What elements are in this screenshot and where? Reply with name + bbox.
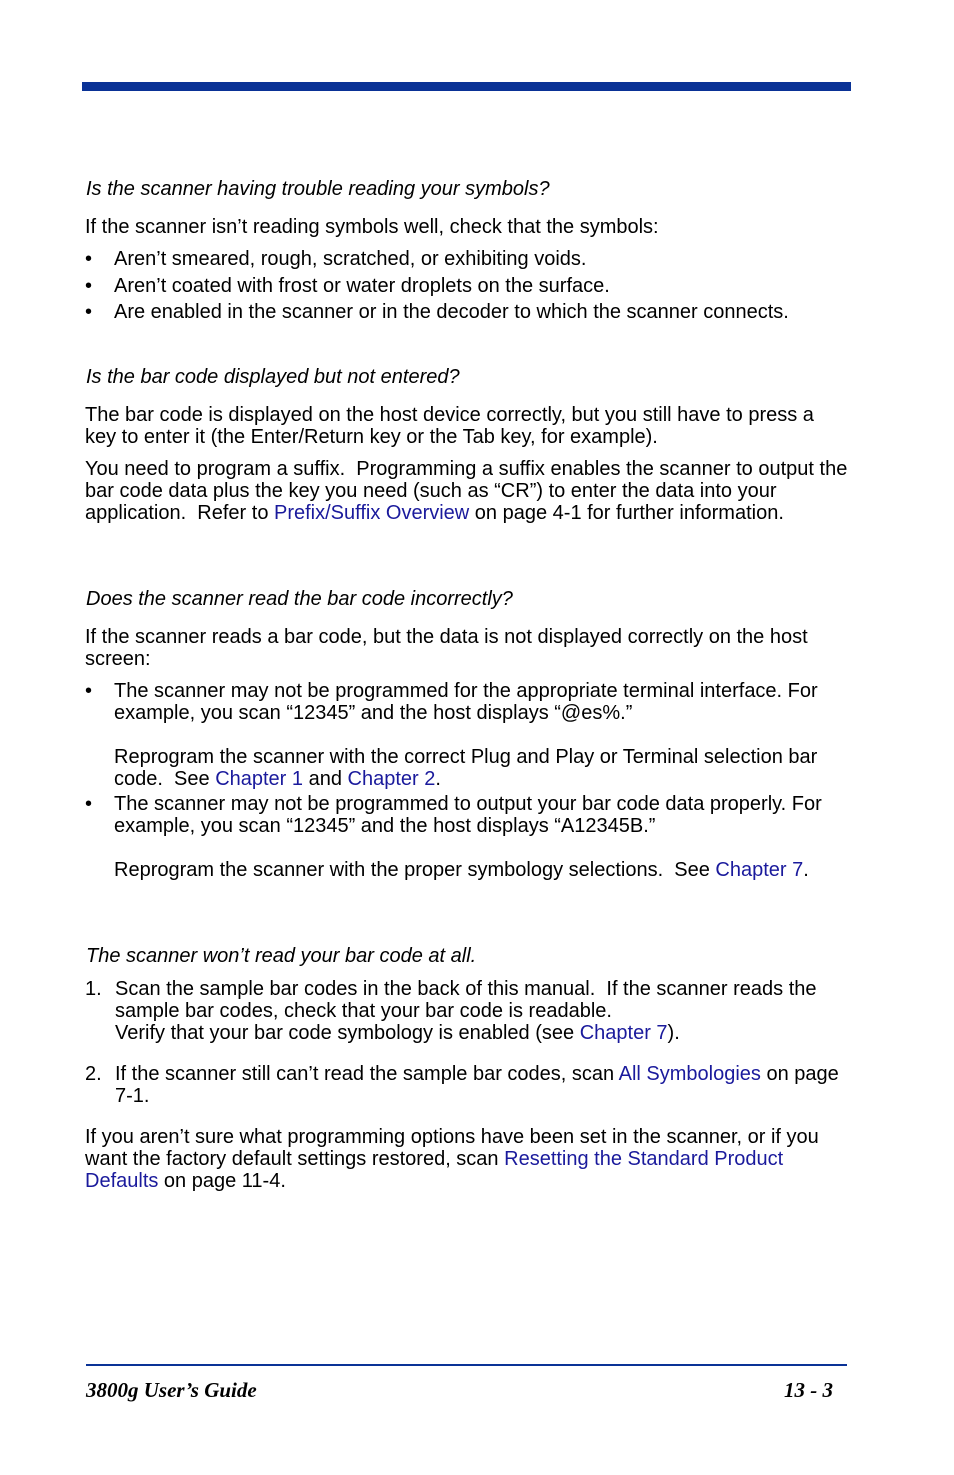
footer-rule [86, 1364, 847, 1366]
link-chapter-2[interactable]: Chapter 2 [347, 768, 436, 790]
step-number: 1. [85, 978, 102, 1000]
paragraph-program-suffix: You need to program a suffix. Programming a suffix enables the scanner to output the bar code data plus the key you need (such as “CR”) to enter the data into your application. Refer to Prefix/Suffix Overview on page 4-1 for further information. [85, 458, 848, 524]
paragraph-check-symbols: If the scanner isn’t reading symbols well, check that the symbols: [85, 216, 659, 238]
link-chapter-7[interactable]: Chapter 7 [579, 1022, 668, 1044]
bullet-icon: • [85, 680, 93, 702]
section-heading-trouble-reading: Is the scanner having trouble reading your symbols? [86, 178, 550, 200]
bullet-icon: • [85, 793, 93, 815]
link-chapter-7[interactable]: Chapter 7 [715, 859, 804, 881]
footer-guide-title: 3800g User’s Guide [86, 1378, 257, 1402]
bullet-icon: • [85, 248, 93, 270]
section-heading-wont-read: The scanner won’t read your bar code at all. [86, 945, 477, 967]
bullet-icon: • [85, 275, 93, 297]
step-number: 2. [85, 1063, 102, 1085]
section-heading-displayed-not-entered: Is the bar code displayed but not entered? [86, 366, 460, 388]
link-all-symbologies[interactable]: All Symbologies [618, 1063, 761, 1085]
link-prefix-suffix-overview[interactable]: Prefix/Suffix Overview [274, 502, 470, 524]
paragraph-host-screen: If the scanner reads a bar code, but the data is not displayed correctly on the host screen: [85, 626, 808, 670]
section-heading-reads-incorrectly: Does the scanner read the bar code incorrectly? [86, 588, 513, 610]
link-chapter-1[interactable]: Chapter 1 [215, 768, 304, 790]
link-resetting-standard-product-defaults[interactable]: Resetting the Standard Product Defaults [85, 1148, 784, 1192]
paragraph-resetting: If you aren’t sure what programming options have been set in the scanner, or if you want the factory default settings restored, scan Resetting the Standard Product Defaults on page 11-4. [85, 1126, 819, 1192]
paragraph-displayed-correctly: The bar code is displayed on the host device correctly, but you still have to press a key to enter it (the Enter/Return key or the Tab key, for example). [85, 404, 814, 448]
bullet-icon: • [85, 301, 93, 323]
header-rule [82, 82, 851, 91]
footer-page-number: 13 - 3 [784, 1378, 833, 1402]
